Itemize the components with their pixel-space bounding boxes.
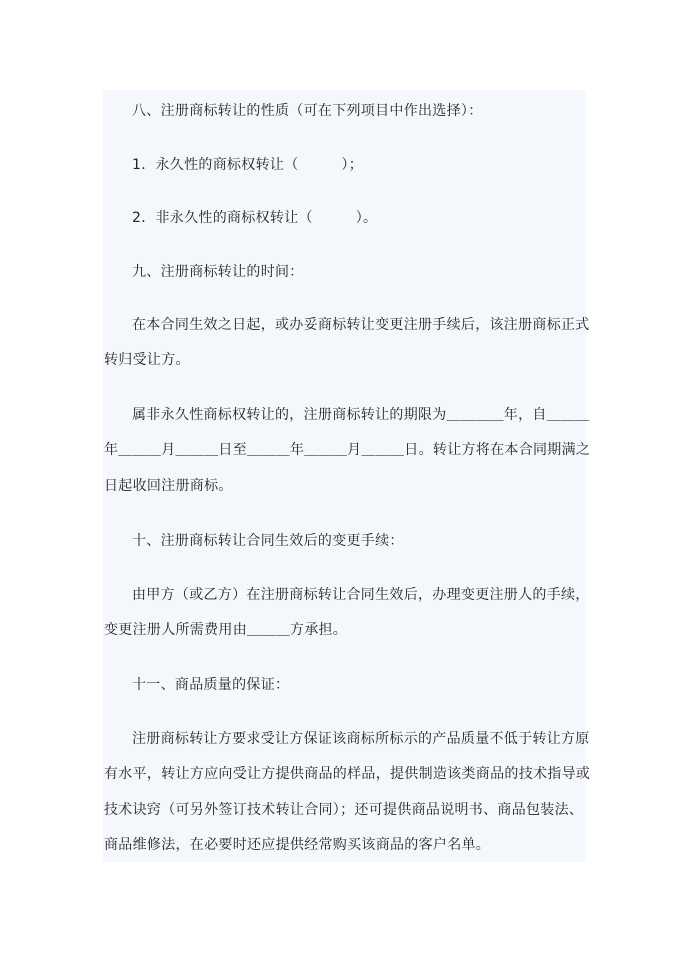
section-heading-10: 十、注册商标转让合同生效后的变更手续： <box>132 533 404 549</box>
paragraph-line: 变更注册人所需费用由＿＿＿方承担。 <box>104 622 348 638</box>
paragraph-line: 技术诀窍（可另外签订技术转让合同）；还可提供商品说明书、商品包装法、 <box>104 802 584 818</box>
section-heading-11: 十一、商品质量的保证： <box>132 677 290 693</box>
paragraph-line: 商品维修法，在必要时还应提供经常购买该商品的客户名单。 <box>104 837 491 853</box>
paragraph-line: 日起收回注册商标。 <box>104 478 233 494</box>
option-item-non-permanent: 2．非永久性的商标权转让（ ）。 <box>132 210 378 226</box>
paragraph-line: 在本合同生效之日起，或办妥商标转让变更注册手续后，该注册商标正式 <box>132 317 590 333</box>
paragraph-line: 转归受让方。 <box>104 352 190 368</box>
section-heading-8: 八、注册商标转让的性质（可在下列项目中作出选择）： <box>132 103 483 119</box>
section-heading-9: 九、注册商标转让的时间： <box>132 264 304 280</box>
paragraph-line: 由甲方（或乙方）在注册商标转让合同生效后，办理变更注册人的手续， <box>132 587 590 603</box>
option-item-permanent: 1．永久性的商标权转让（ ）； <box>132 157 364 173</box>
paragraph-line: 有水平，转让方应向受让方提供商品的样品，提供制造该类商品的技术指导或 <box>104 766 591 782</box>
paragraph-line: 属非永久性商标权转让的，注册商标转让的期限为＿＿＿＿年，自＿＿＿ <box>132 407 590 423</box>
paragraph-line: 注册商标转让方要求受让方保证该商标所标示的产品质量不低于转让方原 <box>132 731 590 747</box>
paragraph-line: 年＿＿＿月＿＿＿日至＿＿＿年＿＿＿月＿＿＿日。转让方将在本合同期满之 <box>104 442 591 458</box>
